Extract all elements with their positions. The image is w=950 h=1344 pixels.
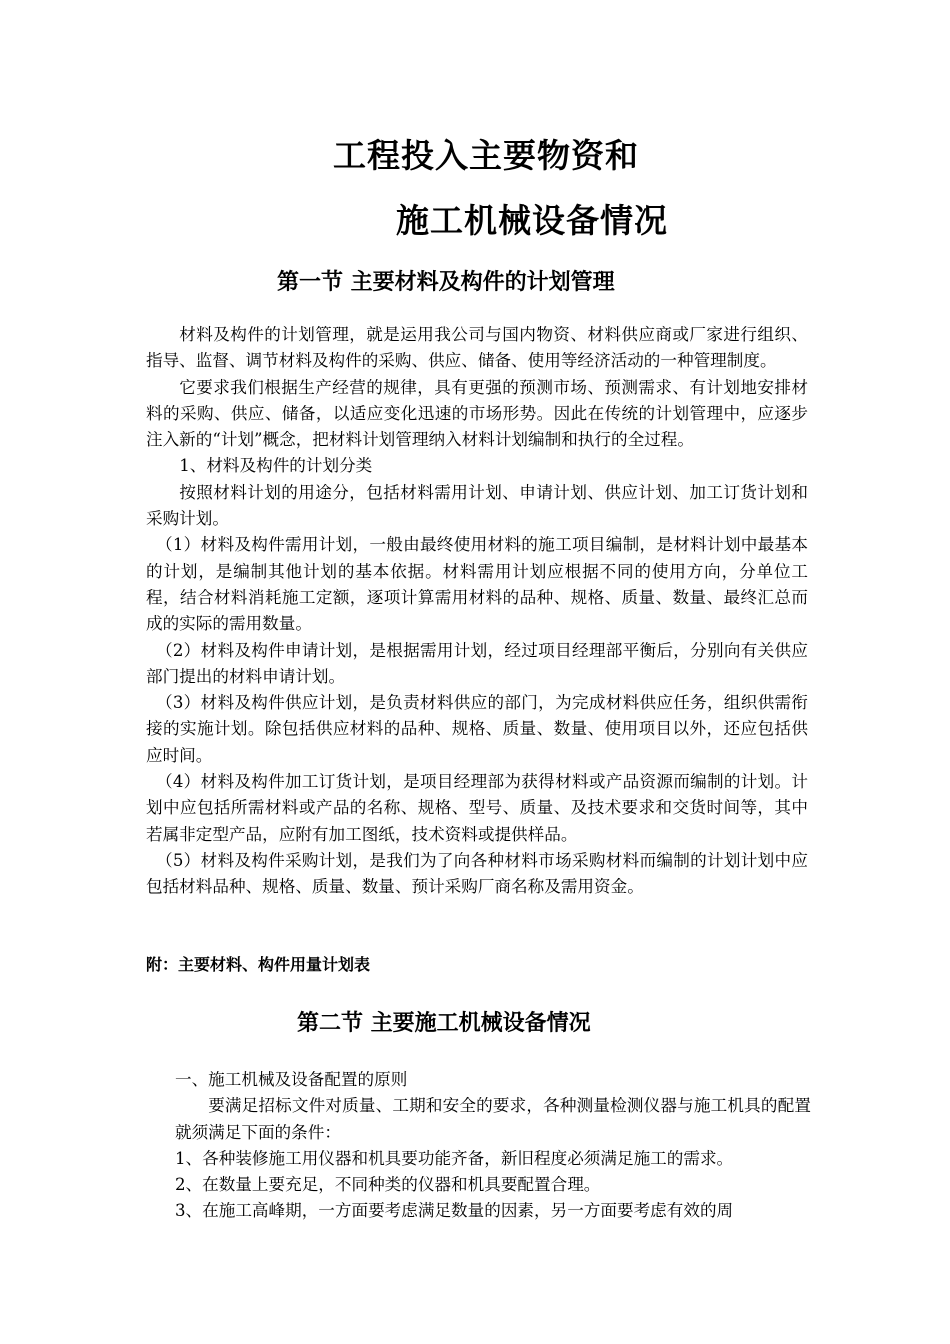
paragraph: 一、施工机械及设备配置的原则: [175, 1070, 408, 1089]
attachment-note: 附：主要材料、构件用量计划表: [146, 955, 371, 974]
document-title-line1: 工程投入主要物资和: [333, 136, 639, 175]
paragraph: （3）材料及构件供应计划，是负责材料供应的部门，为完成材料供应任务，组织供需衔接的实施计划。除包括供应材料的品种、规格、质量、数量、使用项目以外，还应包括供应时间。: [146, 693, 808, 765]
paragraph: 要满足招标文件对质量、工期和安全的要求，各种测量检测仪器与施工机具的配置就须满足下面的条件：: [175, 1096, 811, 1142]
list-item: 3、在施工高峰期，一方面要考虑满足数量的因素，另一方面要考虑有效的周: [175, 1201, 734, 1221]
section1-heading: 第一节 主要材料及构件的计划管理: [277, 270, 615, 295]
section2-heading: 第二节 主要施工机械设备情况: [297, 1011, 591, 1036]
section2-body: [175, 1067, 811, 1225]
paragraph: 材料及构件的计划管理，就是运用我公司与国内物资、材料供应商或厂家进行组织、指导、监督、调节材料及构件的采购、供应、储备、使用等经济活动的一种管理制度。: [146, 325, 808, 371]
paragraph: 按照材料计划的用途分，包括材料需用计划、申请计划、供应计划、加工订货计划和采购计划。: [146, 482, 808, 529]
list-item: 2、在数量上要充足，不同种类的仪器和机具要配置合理。: [175, 1175, 601, 1195]
list-item: 1、各种装修施工用仪器和机具要功能齐备，新旧程度必须满足施工的需求。: [175, 1148, 734, 1168]
paragraph: 1、材料及构件的计划分类: [179, 456, 373, 476]
paragraph: 它要求我们根据生产经营的规律，具有更强的预测市场、预测需求、有计划地安排材料的采购、供应、储备，以适应变化迅速的市场形势。因此在传统的计划管理中，应逐步注入新的“计划”概念，把材料计划管理纳入材料计划编制和执行的全过程。: [146, 377, 808, 450]
paragraph: （1）材料及构件需用计划，一般由最终使用材料的施工项目编制，是材料计划中最基本的计划，是编制其他计划的基本依据。材料需用计划应根据不同的使用方向，分单位工程，结合材料消耗施工定额，逐项计算需用材料的品种、规格、质量、数量、最终汇总而成的实际的需用数量。: [146, 535, 808, 634]
paragraph: （2）材料及构件申请计划，是根据需用计划，经过项目经理部平衡后，分别向有关供应部门提出的材料申请计划。: [146, 640, 808, 686]
paragraph: （5）材料及构件采购计划，是我们为了向各种材料市场采购材料而编制的计划计划中应包括材料品种、规格、质量、数量、预计采购厂商名称及需用资金。: [146, 850, 808, 897]
section1-body: [146, 322, 808, 901]
document-title-line2: 施工机械设备情况: [396, 201, 668, 240]
paragraph: （4）材料及构件加工订货计划，是项目经理部为获得材料或产品资源而编制的计划。计划中应包括所需材料或产品的名称、规格、型号、质量、及技术要求和交货时间等，其中若属非定型产品，应附有加工图纸，技术资料或提供样品。: [146, 772, 808, 844]
